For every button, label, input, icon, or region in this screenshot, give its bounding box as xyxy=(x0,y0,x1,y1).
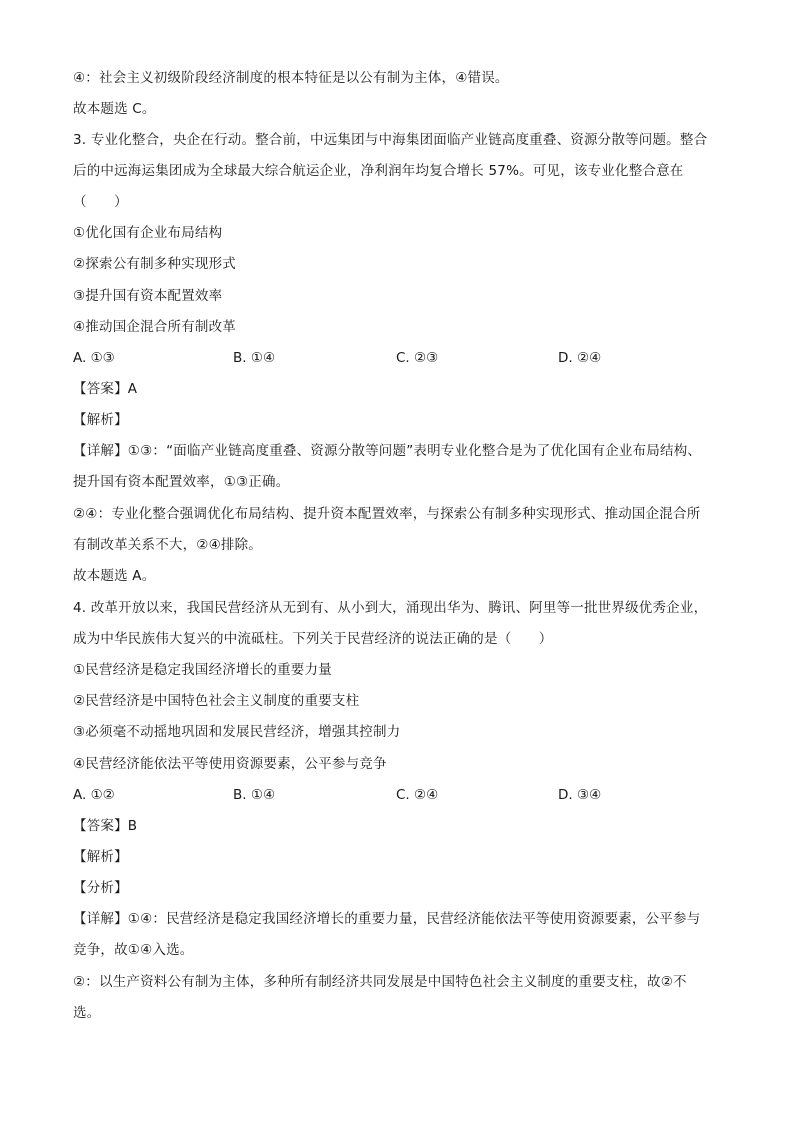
option-a: A. ①③ xyxy=(73,350,115,366)
conclusion-line: 故本题选 A。 xyxy=(73,568,156,584)
option-a: A. ①② xyxy=(73,787,115,803)
statement-item: ③必须毫不动摇地巩固和发展民营经济，增强其控制力 xyxy=(73,724,401,740)
statement-item: ④民营经济能依法平等使用资源要素，公平参与竞争 xyxy=(73,756,387,772)
statement-item: ②探索公有制多种实现形式 xyxy=(73,256,237,272)
option-d: D. ③④ xyxy=(558,787,602,803)
answer-line: 【答案】B xyxy=(73,818,138,834)
question-3-blank: （ ） xyxy=(73,194,128,210)
analysis-heading: 【解析】 xyxy=(73,412,128,428)
statement-item: ①民营经济是稳定我国经济增长的重要力量 xyxy=(73,662,332,678)
explanation-line: ②④：专业化整合强调优化布局结构、提升资本配置效率，与探索公有制多种实现形式、推动国企混合所 xyxy=(73,506,701,522)
question-4-stem: 4. 改革开放以来，我国民营经济从无到有、从小到大，涌现出华为、腾讯、阿里等一批世界级优秀企业， xyxy=(73,600,708,616)
explanation-line: 【详解】①④：民营经济是稳定我国经济增长的重要力量，民营经济能依法平等使用资源要素，公平参与 xyxy=(73,911,701,927)
explanation-line: ②：以生产资料公有制为主体，多种所有制经济共同发展是中国特色社会主义制度的重要支柱，故②不 xyxy=(73,974,687,990)
option-b: B. ①④ xyxy=(233,787,276,803)
statement-item: ②民营经济是中国特色社会主义制度的重要支柱 xyxy=(73,693,360,709)
analysis-heading: 【解析】 xyxy=(73,849,128,865)
explanation-line: 提升国有资本配置效率，①③正确。 xyxy=(73,474,290,490)
explanation-line: 竞争，故①④入选。 xyxy=(73,942,194,958)
explanation-line: 选。 xyxy=(73,1005,101,1021)
text-line: ④：社会主义初级阶段经济制度的根本特征是以公有制为主体，④错误。 xyxy=(73,70,509,86)
answer-line: 【答案】A xyxy=(73,381,138,397)
option-c: C. ②③ xyxy=(396,350,439,366)
question-3-stem: 后的中远海运集团成为全球最大综合航运企业，净利润年均复合增长 57%。可见，该专业化整合意在 xyxy=(73,163,684,179)
option-b: B. ①④ xyxy=(233,350,276,366)
statement-item: ④推动国企混合所有制改革 xyxy=(73,319,237,335)
explanation-line: 有制改革关系不大，②④排除。 xyxy=(73,537,263,553)
question-3-stem: 3. 专业化整合，央企在行动。整合前，中远集团与中海集团面临产业链高度重叠、资源分散等问题。整合 xyxy=(73,132,708,148)
statement-item: ①优化国有企业布局结构 xyxy=(73,225,223,241)
option-d: D. ②④ xyxy=(558,350,602,366)
option-c: C. ②④ xyxy=(396,787,439,803)
text-line: 故本题选 C。 xyxy=(73,101,156,117)
question-4-stem: 成为中华民族伟大复兴的中流砥柱。下列关于民营经济的说法正确的是（ ） xyxy=(73,631,553,647)
statement-item: ③提升国有资本配置效率 xyxy=(73,288,223,304)
explanation-line: 【详解】①③：“面临产业链高度重叠、资源分散等问题”表明专业化整合是为了优化国有企业布局结构、 xyxy=(73,443,702,459)
analysis-subheading: 【分析】 xyxy=(73,880,128,896)
